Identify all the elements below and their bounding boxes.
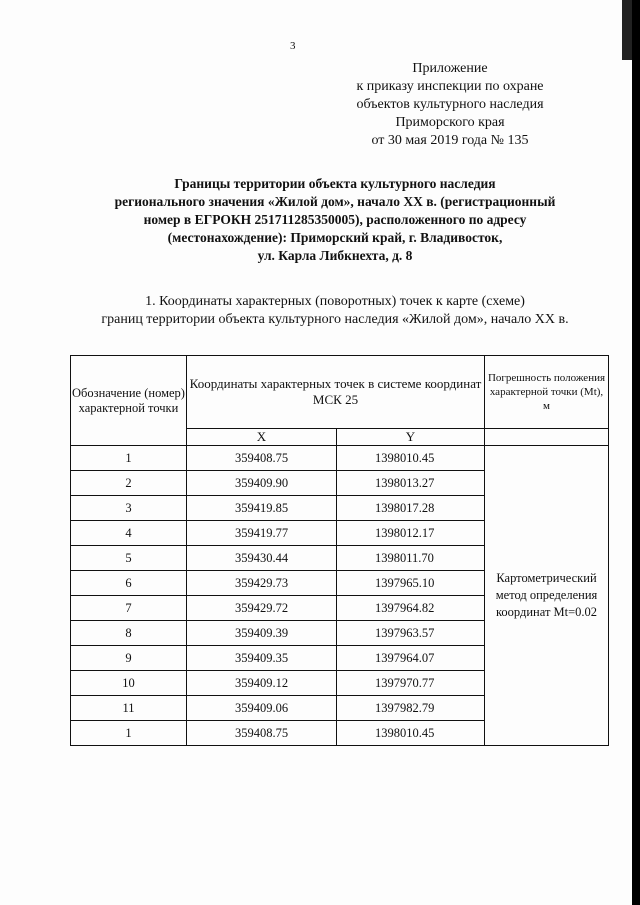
section-heading <box>45 293 625 329</box>
appendix-line: к приказу инспекции по охране <box>356 79 544 94</box>
coord-y: 1398010.45 <box>337 446 485 471</box>
page-number: 3 <box>290 40 296 52</box>
point-number: 7 <box>71 596 187 621</box>
coord-y: 1398010.45 <box>337 721 485 746</box>
coordinates-table <box>70 355 609 746</box>
coord-y: 1397963.57 <box>337 621 485 646</box>
appendix-line: объектов культурного наследия <box>356 97 544 112</box>
title-line: номер в ЕГРОКН 251711285350005), расположенного по адресу <box>143 212 527 227</box>
point-number: 6 <box>71 571 187 596</box>
header-error: Погрешность положения характерной точки (Mt), м <box>485 356 609 429</box>
coord-x: 359409.39 <box>187 621 337 646</box>
point-number: 9 <box>71 646 187 671</box>
coord-y: 1397982.79 <box>337 696 485 721</box>
header-error-blank <box>485 429 609 446</box>
coord-x: 359430.44 <box>187 546 337 571</box>
coord-x: 359419.85 <box>187 496 337 521</box>
table-row <box>71 446 609 471</box>
coord-x: 359409.06 <box>187 696 337 721</box>
coord-x: 359409.90 <box>187 471 337 496</box>
appendix-line: Приморского края <box>395 115 505 130</box>
header-y: Y <box>337 429 485 446</box>
point-number: 10 <box>71 671 187 696</box>
appendix-header <box>320 60 580 150</box>
coord-x: 359429.73 <box>187 571 337 596</box>
coord-y: 1398012.17 <box>337 521 485 546</box>
section-line: границ территории объекта культурного наследия «Жилой дом», начало XX в. <box>101 312 569 327</box>
coord-x: 359429.72 <box>187 596 337 621</box>
title-line: регионального значения «Жилой дом», начало XX в. (регистрационный <box>114 194 556 209</box>
coord-x: 359409.35 <box>187 646 337 671</box>
coord-y: 1398017.28 <box>337 496 485 521</box>
title-line: Границы территории объекта культурного наследия <box>174 176 496 191</box>
point-number: 1 <box>71 446 187 471</box>
coord-y: 1397970.77 <box>337 671 485 696</box>
header-x: X <box>187 429 337 446</box>
appendix-line: от 30 мая 2019 года № 135 <box>371 133 529 148</box>
scan-edge-right <box>632 0 640 905</box>
coord-y: 1397964.82 <box>337 596 485 621</box>
coord-y: 1397964.07 <box>337 646 485 671</box>
point-number: 1 <box>71 721 187 746</box>
coord-y: 1397965.10 <box>337 571 485 596</box>
point-number: 4 <box>71 521 187 546</box>
point-number: 3 <box>71 496 187 521</box>
coord-x: 359419.77 <box>187 521 337 546</box>
title-line: ул. Карла Либкнехта, д. 8 <box>257 248 413 263</box>
coord-x: 359408.75 <box>187 446 337 471</box>
coord-y: 1398011.70 <box>337 546 485 571</box>
coord-y: 1398013.27 <box>337 471 485 496</box>
error-method: Картометрический метод определения координат Mt=0.02 <box>485 446 609 746</box>
point-number: 8 <box>71 621 187 646</box>
header-point-id: Обозначение (номер) характерной точки <box>71 356 187 446</box>
header-coordinates: Координаты характерных точек в системе координат МСК 25 <box>187 356 485 429</box>
coord-x: 359408.75 <box>187 721 337 746</box>
title-line: (местонахождение): Приморский край, г. Владивосток, <box>167 230 503 245</box>
coord-x: 359409.12 <box>187 671 337 696</box>
section-line: 1. Координаты характерных (поворотных) точек к карте (схеме) <box>145 294 525 309</box>
point-number: 2 <box>71 471 187 496</box>
scan-edge-shadow <box>622 0 632 60</box>
point-number: 5 <box>71 546 187 571</box>
appendix-line: Приложение <box>412 61 488 76</box>
point-number: 11 <box>71 696 187 721</box>
document-title <box>70 175 600 265</box>
